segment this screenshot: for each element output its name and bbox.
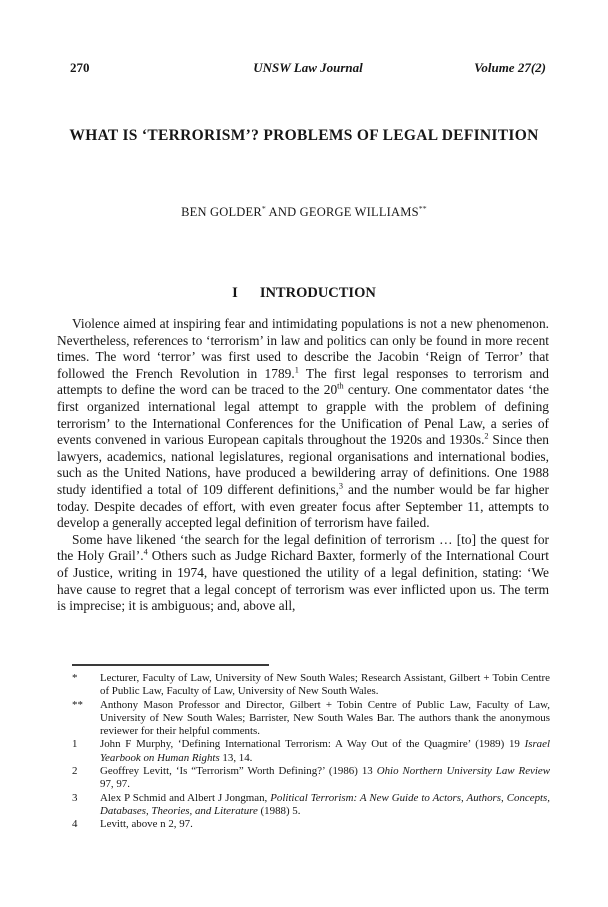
journal-name: UNSW Law Journal [253, 60, 363, 75]
author-2: GEORGE WILLIAMS [299, 205, 419, 219]
section-numeral: I [232, 285, 238, 301]
paragraph-2-text: Others such as Judge Richard Baxter, formerly of the International Court of Justice, writing in 1974, have questioned the utility of a legal definition, stating: ‘We have cause to regret that a legal concept of terrorism was ever inflicted upon us. The term is imprecise; it is ambiguous; and, above all, [57, 548, 550, 614]
page-header [70, 60, 546, 76]
footnote-text [100, 699, 550, 739]
footnote-text [100, 738, 550, 765]
paragraph-2 [57, 532, 549, 615]
author-2-note-mark: ** [418, 203, 427, 213]
footnote-marker: * [72, 672, 78, 684]
footnote-text [100, 765, 550, 792]
paragraph-1-text: The first legal responses to terrorism and attempts to define the word can be traced to the 20 [57, 365, 549, 398]
footnote-ref-3: 3 [338, 481, 344, 491]
authors-conjunction: AND [266, 205, 300, 219]
footnote-marker: 3 [72, 791, 78, 804]
footnote-separator-rule [72, 664, 269, 666]
page-number: 270 [70, 60, 90, 75]
footnote-text-segment: Anthony Mason Professor and Director, Gilbert + Tobin Centre of Public Law, Faculty of Law, University of New South Wales; Barrister, New South Wales Bar. The authors thank the anonymous reviewer for their helpful comments. [100, 698, 550, 738]
footnote-marker: 4 [72, 818, 78, 831]
footnote-text-segment: Geoffrey Levitt, ‘Is “Terrorism” Worth Defining?’ (1986) 13 [100, 765, 377, 778]
authors-line [0, 205, 608, 220]
footnote-text [100, 818, 550, 831]
footnote-marker: ** [72, 698, 83, 711]
footnote-4 [57, 818, 550, 831]
footnote-marker: 1 [72, 738, 78, 751]
footnote-text-segment: 13, 14. [219, 751, 253, 764]
section-title: INTRODUCTION [259, 285, 376, 301]
footnote-1 [57, 738, 550, 765]
footnote-star [57, 672, 550, 699]
footnote-text-segment: (1988) 5. [257, 804, 301, 817]
footnotes-section [57, 672, 550, 832]
footnote-italic-segment: Political Terrorism: A New Guide to Actors, Authors, Concepts, Databases, Theories, and Literature [100, 791, 550, 817]
footnote-marker: 2 [72, 765, 78, 778]
paragraph-1-text: Violence aimed at inspiring fear and intimidating populations is not a new phenomenon. Nevertheless, references to ‘terrorism’ in law and politics can only be found in more recent times. The word ‘terror’ was first used to describe the Jacobin ‘Reign of Terror’ that followed the French Revolution in 1789. [57, 316, 549, 381]
footnote-ref-2: 2 [484, 431, 489, 441]
footnote-text-segment: 97, 97. [100, 778, 130, 791]
section-heading [0, 285, 608, 302]
paragraph-1-text: century. One commentator dates ‘the first organized international legal attempt to grapple with the problem of defining terrorism’ to the International Conferences for the Unification of Penal Law, a series of events convened in various European capitals throughout the 1920s and 1930s. [57, 382, 549, 448]
paragraph-1-text: and the number would be far higher today. Despite decades of effort, with even greater focus after September 11, attempts to develop a generally accepted legal definition of terrorism have failed. [57, 481, 549, 531]
article-title: WHAT IS ‘TERRORISM’? PROBLEMS OF LEGAL DEFINITION [69, 127, 539, 144]
paragraph-2-text: Some have likened ‘the search for the legal definition of terrorism … [to] the quest for the Holy Grail’. [57, 531, 549, 564]
footnote-italic-segment: Israel Yearbook on Human Rights [100, 738, 550, 764]
footnote-text-segment: Alex P Schmid and Albert J Jongman, [100, 791, 271, 804]
footnote-ref-4: 4 [143, 547, 148, 557]
footnote-text [100, 792, 550, 819]
volume-label: Volume 27(2) [474, 60, 546, 75]
footnote-double-star [57, 699, 550, 739]
footnote-ref-1: 1 [294, 365, 299, 375]
footnote-2 [57, 765, 550, 792]
article-body [57, 316, 549, 615]
author-1: BEN GOLDER [181, 205, 262, 219]
footnote-text-segment: John F Murphy, ‘Defining International Terrorism: A Way Out of the Quagmire’ (1989) 19 [100, 738, 525, 751]
paragraph-1 [57, 316, 549, 532]
footnote-text-segment: Levitt, above n 2, 97. [100, 818, 193, 831]
footnote-3 [57, 792, 550, 819]
paragraph-1-text: Since then lawyers, academics, national legislatures, regional organisations and international bodies, such as the United Nations, have produced a bewildering array of definitions. One 1988 study identified a total of 109 different definitions, [57, 432, 549, 497]
footnote-text [100, 672, 550, 699]
footnote-italic-segment: Ohio Northern University Law Review [376, 765, 551, 778]
ordinal-suffix: th [337, 381, 344, 391]
footnote-text-segment: Lecturer, Faculty of Law, University of New South Wales; Research Assistant, Gilbert + Tobin Centre of Public Law, Faculty of Law, University of New South Wales. [100, 672, 550, 698]
author-1-note-mark: * [261, 203, 266, 213]
